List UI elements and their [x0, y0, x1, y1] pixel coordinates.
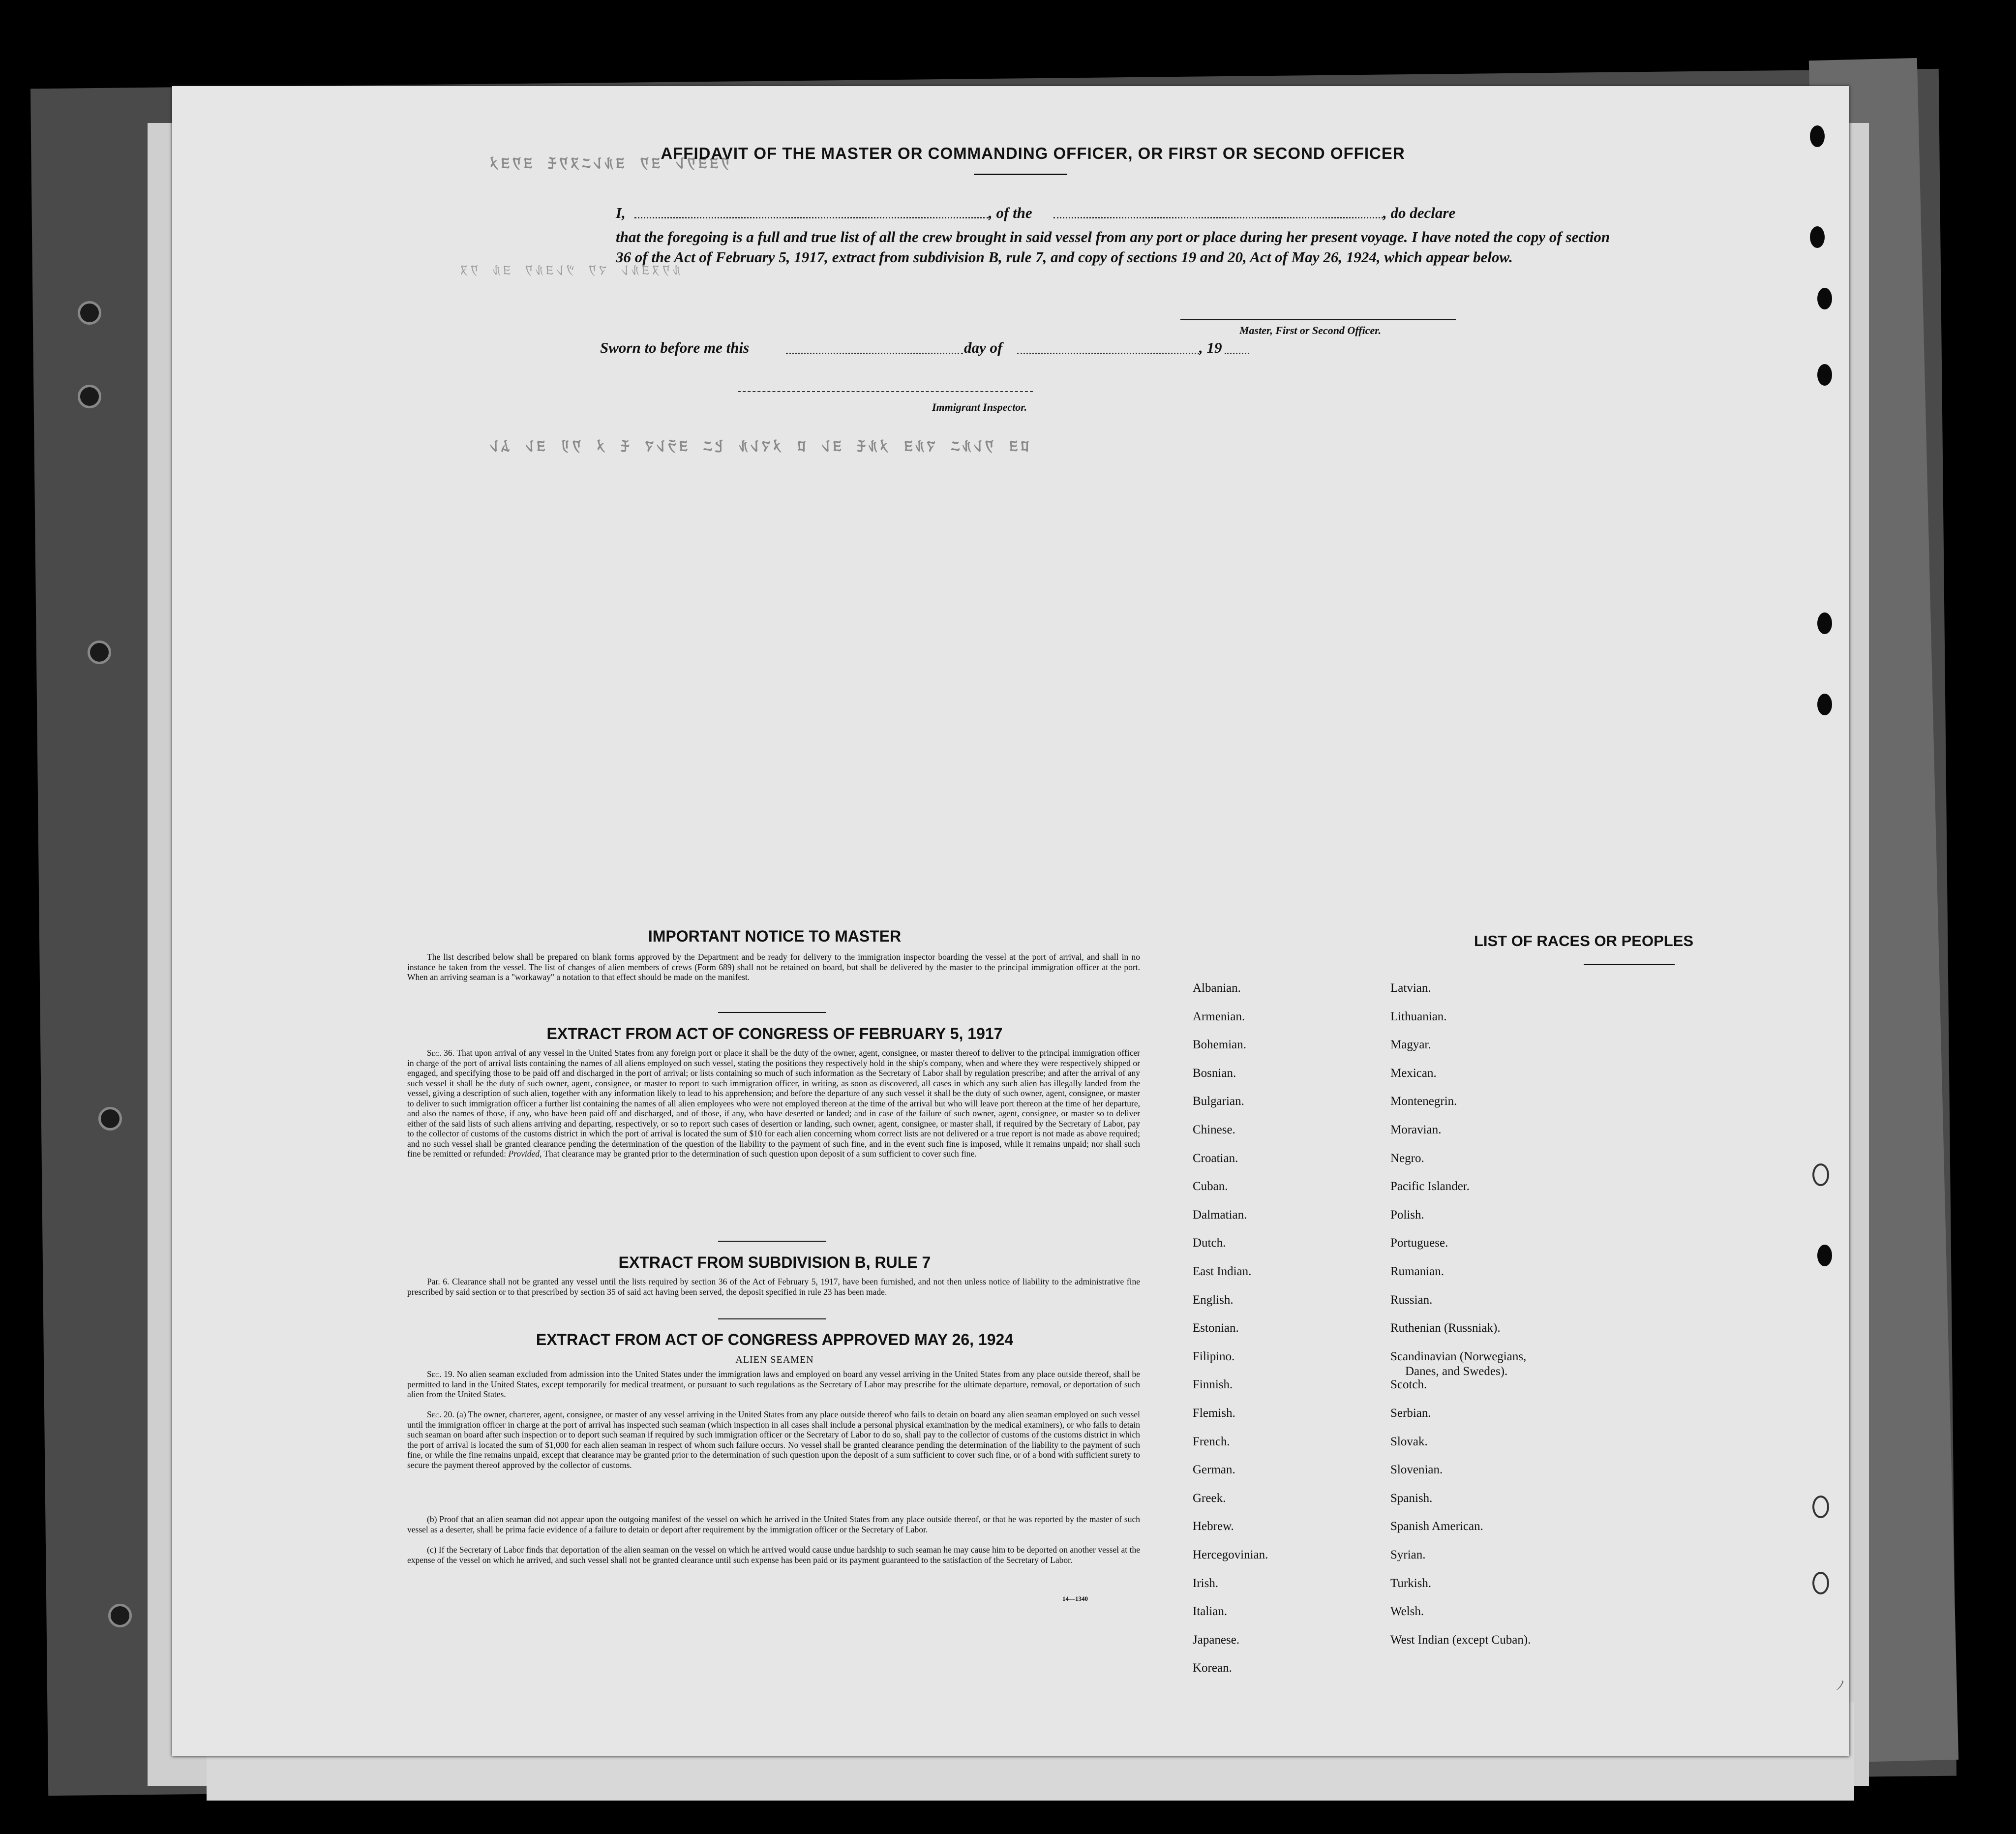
binder-hole	[78, 301, 101, 325]
sec36-provided: Provided,	[508, 1149, 542, 1159]
races-title-underline	[1584, 964, 1675, 965]
binder-hole	[88, 641, 111, 664]
bleed-through-text: ﾙﾜﾇﾖﾙﾚ ﾏﾜ ﾂﾚﾖﾙﾜ ﾖﾙ ﾜﾇ	[457, 264, 681, 280]
punch-hole	[1817, 364, 1832, 386]
extract-1917-text	[407, 1048, 1140, 1159]
race-item: Pacific Islander.	[1390, 1180, 1470, 1193]
punch-hole	[1810, 125, 1825, 147]
sworn-month-line	[1017, 353, 1199, 354]
race-item: Lithuanian.	[1390, 1009, 1447, 1023]
binder-hole	[98, 1107, 122, 1131]
race-item: Flemish.	[1193, 1406, 1235, 1420]
sec36-body: That upon arrival of any vessel in the United States from any foreign port or place it shall be the duty of the owner, agent, consignee, or master thereof to deliver to the principal immigration officer in charge of the port of arrival lists containing the names of all aliens employed on such vessel, stating the positions they respectively hold in the ship's company, when and where they were respectively shipped or engaged, and specifying those to be paid off and discharged in the port of arrival; or lists containing so much of such information as the Secretary of Labor shall by regulation prescribe; and after the arrival of any such vessel it shall be the duty of such owner, agent, consignee, or master to report to such immigration officer, in writing, as soon as discovered, all cases in which any such alien has illegally landed from the vessel, giving a description of such alien, together with any information likely to lead to his apprehension; and before the departure of any such vessel it shall be the duty of such owner, agent, consignee, or master to deliver to such immigration officer a further list containing the names of all alien employees who were not employed thereon at the time of the arrival but who will leave port thereon at the time of her departure, and also the names of those, if any, who have been paid off and discharged, and of those, if any, who have deserted or landed; and in case of the failure of such owner, agent, consignee, or master so to deliver either of the said lists of such aliens arriving and departing, respectively, or so to report such cases of desertion or landing, such owner, agent, consignee, or master shall, if required by the Secretary of Labor, pay to the collector of customs of the customs district in which the port of arrival is located the sum of $10 for each alien concerning whom correct lists are not delivered or a true report is not made as above required; and no such vessel shall be granted clearance pending the determination of the question of the liability to the payment of such fine, and in the event such fine is imposed, while it remains unpaid; nor shall such fine be remitted or refunded:	[407, 1048, 1140, 1159]
race-item: Montenegrin.	[1390, 1095, 1457, 1108]
race-item: French.	[1193, 1435, 1230, 1448]
race-item: Chinese.	[1193, 1123, 1235, 1136]
race-item: Armenian.	[1193, 1009, 1245, 1023]
declaration-text: that the foregoing is a full and true list of all the crew brought in said vessel from any port or place during her present voyage. I have noted the copy of section 36 of the Act of February 5, 1917, extract from subdivision B, rule 7, and copy of sections 19 and 20, Act of May 26, 1924, which appear below.	[616, 228, 1610, 266]
race-item: Scotch.	[1390, 1378, 1427, 1392]
inspector-caption: Immigrant Inspector.	[932, 401, 1027, 413]
binder-hole	[78, 385, 101, 408]
race-item: Mexican.	[1390, 1066, 1437, 1080]
notice-text: The list described below shall be prepared on blank forms approved by the Department and be ready for delivery to the immigration inspector boarding the vessel at the port of arrival, and shall in no instance be taken from the vessel. The list of changes of alien members of crews (Form 689) shall not be retained on board, but shall be delivered by the master to the principal immigration officer at the port. When an arriving seaman is a "workaway" a notation to that effect should be made on the manifest.	[407, 952, 1140, 982]
race-item: Scandinavian (Norwegians,	[1390, 1349, 1527, 1363]
race-item: Moravian.	[1390, 1123, 1442, 1136]
sec36-label: Sec. 36.	[427, 1048, 455, 1058]
race-item: Estonian.	[1193, 1321, 1239, 1335]
race-item: Albanian.	[1193, 981, 1241, 995]
punch-hole	[1817, 288, 1832, 309]
title-underline	[974, 174, 1067, 175]
bleed-through-text: ﾛﾖ ﾜﾚﾙﾆ ﾏﾙﾖ ﾒﾙﾓ ﾖﾚ ﾛ ﾒﾏﾚﾙ ﾋﾆ ﾖﾗﾚﾏ ﾓ ﾒ ﾜﾘ ﾖﾚ ﾑﾚ	[487, 439, 1029, 458]
race-item: Portuguese.	[1390, 1236, 1448, 1250]
punch-hole	[1812, 1496, 1829, 1518]
race-item: Hercegovinian.	[1193, 1548, 1268, 1561]
of-the-label: , of the	[989, 204, 1032, 221]
race-item: Syrian.	[1390, 1548, 1426, 1561]
sworn-label: Sworn to before me this	[600, 339, 750, 356]
do-declare-label: , do declare	[1383, 204, 1456, 221]
race-item: Greek.	[1193, 1491, 1226, 1505]
race-item: Korean.	[1193, 1661, 1232, 1675]
race-item: Hebrew.	[1193, 1520, 1234, 1533]
race-item: Croatian.	[1193, 1151, 1238, 1165]
bleed-through-text: ﾜﾖﾖﾜﾚ ﾖﾜ ﾖﾙﾚﾆﾇﾜﾓ ﾖﾜﾖﾒ	[487, 156, 730, 175]
sworn-year-line	[1225, 353, 1249, 354]
sec20c-text: (c) If the Secretary of Labor finds that deportation of the alien seaman on the vessel on which he arrived would cause undue hardship to such seaman he may cause him to be deported on another vessel at the expense of the vessel on which he arrived, and such vessel shall not be granted clearance until such expense has been paid or its payment guaranteed to the satisfaction of the Secretary of Labor.	[407, 1545, 1140, 1565]
race-item: Slovenian.	[1390, 1463, 1443, 1477]
section-divider	[718, 1012, 826, 1013]
section-divider	[718, 1241, 826, 1242]
declarant-name-line	[634, 217, 989, 218]
alien-seamen-subtitle: ALIEN SEAMEN	[735, 1354, 814, 1365]
master-signature-line	[1180, 319, 1456, 320]
extract-1917-title: EXTRACT FROM ACT OF CONGRESS OF FEBRUARY 5, 1917	[546, 1025, 1003, 1042]
race-item: Polish.	[1390, 1208, 1424, 1222]
punch-hole	[1817, 1245, 1832, 1266]
race-item: Turkish.	[1390, 1576, 1432, 1590]
binder-hole	[108, 1604, 132, 1627]
sec36-end: That clearance may be granted prior to the determination of such question upon deposit of a sum sufficient to cover such fine.	[543, 1149, 977, 1159]
race-item: Spanish American.	[1390, 1520, 1483, 1533]
race-item: Bulgarian.	[1193, 1095, 1244, 1108]
punch-hole	[1812, 1572, 1829, 1594]
inspector-signature-line	[738, 391, 1033, 392]
extract-1924-title: EXTRACT FROM ACT OF CONGRESS APPROVED MAY 26, 1924	[536, 1331, 1014, 1348]
race-item: Italian.	[1193, 1605, 1228, 1619]
sec19-text	[407, 1369, 1140, 1400]
punch-hole	[1817, 694, 1832, 715]
vessel-name-line	[1053, 217, 1383, 218]
race-item: Filipino.	[1193, 1349, 1235, 1363]
race-item: Danes, and Swedes).	[1405, 1364, 1508, 1378]
race-item: Bosnian.	[1193, 1066, 1236, 1080]
master-caption: Master, First or Second Officer.	[1239, 324, 1382, 336]
punch-hole	[1817, 612, 1832, 634]
race-item: Japanese.	[1193, 1633, 1240, 1647]
page-corner-mark: ﾉ	[1835, 1678, 1845, 1694]
form-number: 14—1340	[1062, 1595, 1088, 1602]
race-item: Dutch.	[1193, 1236, 1226, 1250]
sec20a-text	[407, 1409, 1140, 1470]
race-item: East Indian.	[1193, 1265, 1252, 1278]
section-divider	[718, 1318, 826, 1319]
sec19-label: Sec. 19.	[427, 1369, 455, 1379]
race-item: Irish.	[1193, 1576, 1219, 1590]
race-item: Magyar.	[1390, 1038, 1431, 1052]
sworn-day-line	[786, 353, 963, 354]
day-of-label: day of	[964, 339, 1003, 356]
race-item: Slovak.	[1390, 1435, 1428, 1448]
punch-hole	[1812, 1163, 1829, 1186]
race-item: West Indian (except Cuban).	[1390, 1633, 1531, 1647]
race-item: Spanish.	[1390, 1491, 1433, 1505]
race-item: Ruthenian (Russniak).	[1390, 1321, 1501, 1335]
affidavit-title: AFFIDAVIT OF THE MASTER OR COMMANDING OFFICER, OR FIRST OR SECOND OFFICER	[661, 144, 1405, 162]
race-item: Serbian.	[1390, 1406, 1431, 1420]
race-item: Cuban.	[1193, 1180, 1228, 1193]
race-item: Bohemian.	[1193, 1038, 1247, 1052]
race-item: Latvian.	[1390, 981, 1431, 995]
sec19-body: No alien seaman excluded from admission into the United States under the immigration laws and employed on board any vessel arriving in the United States from any place outside thereof, shall be permitted to land in the United States, except temporarily for medical treatment, or pursuant to such regulations as the Secretary of Labor may prescribe for the ultimate departure, removal, or deportation of such alien from the United States.	[407, 1369, 1140, 1399]
race-item: Dalmatian.	[1193, 1208, 1247, 1222]
race-item: Rumanian.	[1390, 1265, 1444, 1278]
race-item: English.	[1193, 1293, 1234, 1307]
year-label: , 19	[1199, 339, 1222, 356]
races-title: LIST OF RACES OR PEOPLES	[1474, 932, 1694, 949]
sec20b-text: (b) Proof that an alien seaman did not appear upon the outgoing manifest of the vessel on which he arrived in the United States from any place outside thereof, or that he was reported by the master of such vessel as a deserter, shall be prima facie evidence of a failure to detain or deport after requirement by the immigration officer or the Secretary of Labor.	[407, 1514, 1140, 1534]
notice-title: IMPORTANT NOTICE TO MASTER	[648, 927, 902, 945]
sec20a-body: (a) The owner, charterer, agent, consignee, or master of any vessel arriving in the United States from any place outside thereof who fails to detain on board any alien seaman employed on such vessel until the immigration officer in charge at the port of arrival has inspected such seaman (which inspection in all cases shall include a personal physical examination by the medical examiners), or who fails to detain such seaman on board after such inspection or to deport such seaman if required by such immigration officer or the Secretary of Labor to do so, shall pay to the collector of customs of the customs district in which the port of arrival is located the sum of $1,000 for each alien seaman in respect of whom such failure occurs. No vessel shall be granted clearance pending the determination of the liability to the payment of such fine, or while the fine remains unpaid, except that clearance may be granted prior to the determination of such question upon the deposit of a sum sufficient to cover such fine, or of a bond with sufficient surety to secure the payment thereof approved by the collector of customs.	[407, 1409, 1141, 1470]
race-item: Welsh.	[1390, 1605, 1424, 1619]
extract-rule7-title: EXTRACT FROM SUBDIVISION B, RULE 7	[618, 1253, 931, 1271]
declarant-i: I,	[616, 204, 626, 221]
race-item: Finnish.	[1193, 1378, 1233, 1392]
document-page	[172, 86, 1849, 1756]
punch-hole	[1810, 226, 1825, 248]
race-item: German.	[1193, 1463, 1235, 1477]
race-item: Negro.	[1390, 1151, 1424, 1165]
extract-rule7-text: Par. 6. Clearance shall not be granted any vessel until the lists required by section 36 of the Act of February 5, 1917, have been furnished, and not then unless notice of liability to the administrative fine prescribed by said section or to that prescribed by section 35 of said act having been served, the deposit specified in rule 23 has been made.	[407, 1277, 1140, 1297]
race-item: Russian.	[1390, 1293, 1433, 1307]
sec20-label: Sec. 20.	[427, 1409, 454, 1419]
